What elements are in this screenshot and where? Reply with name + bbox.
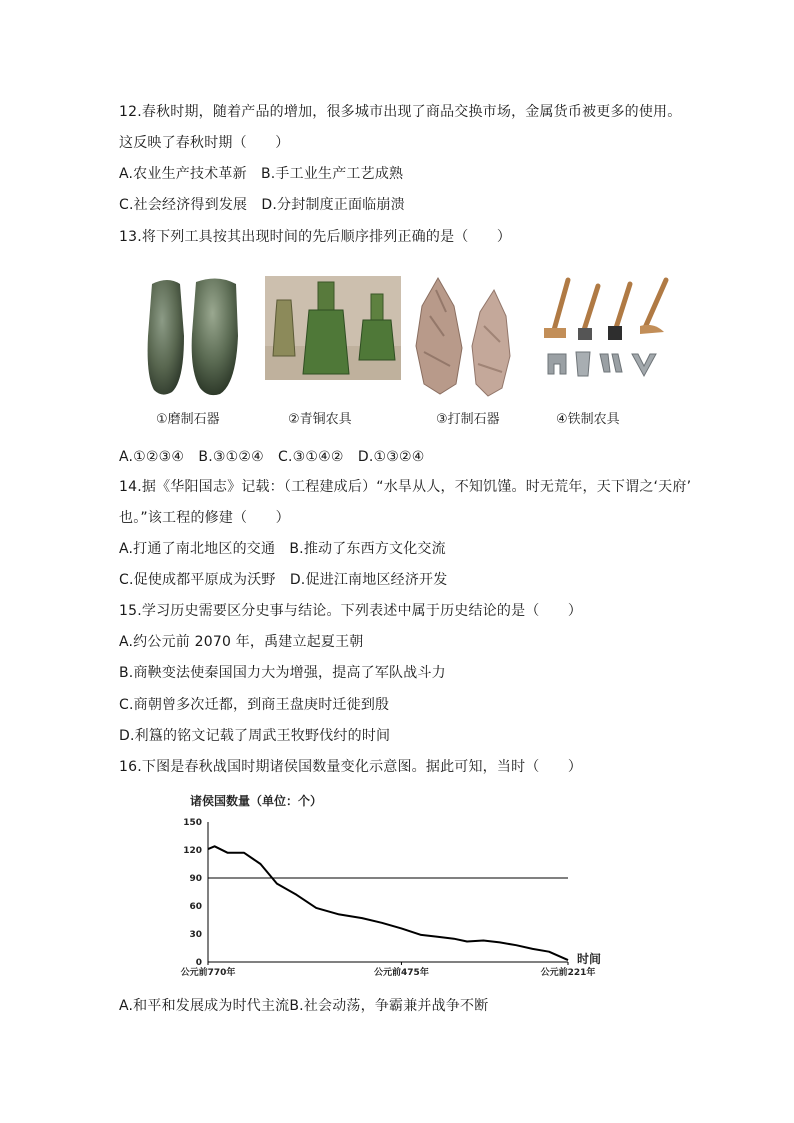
chipped-stone-tools-image [410, 276, 522, 398]
q13-options: A.①②③④ B.③①②④ C.③①④② D.①③②④ [119, 449, 425, 465]
y-tick-label: 90 [189, 874, 202, 884]
q14-stem-line-2: 也。”该工程的修建（ ） [119, 510, 290, 526]
polished-stone-tools-image [138, 276, 248, 398]
q12-options-cd: C.社会经济得到发展 D.分封制度正面临崩溃 [119, 197, 405, 213]
q16-stem: 16.下图是春秋战国时期诸侯国数量变化示意图。据此可知，当时（ ） [119, 759, 583, 775]
q12-options-ab: A.农业生产技术革新 B.手工业生产工艺成熟 [119, 166, 404, 182]
y-tick-label: 150 [183, 818, 202, 828]
q14-options-cd: C.促使成都平原成为沃野 D.促进江南地区经济开发 [119, 572, 448, 588]
caption-bronze: ②青铜农具 [288, 412, 352, 427]
chart-title: 诸侯国数量（单位：个） [190, 794, 323, 808]
iron-farm-tools-image [544, 276, 676, 384]
caption-iron: ④铁制农具 [556, 412, 620, 427]
bronze-farm-tools-image [265, 276, 401, 380]
q15-option-c: C.商朝曾多次迁都，到商王盘庚时迁徙到殷 [119, 697, 390, 713]
q14-options-ab: A.打通了南北地区的交通 B.推动了东西方文化交流 [119, 541, 446, 557]
q15-option-b: B.商鞅变法使秦国国力大为增强，提高了军队战斗力 [119, 665, 446, 681]
q15-stem: 15.学习历史需要区分史事与结论。下列表述中属于历史结论的是（ ） [119, 603, 583, 619]
x-tick-label: 公元前221年 [540, 968, 596, 978]
q16-options-ab: A.和平和发展成为时代主流B.社会动荡，争霸兼并战争不断 [119, 998, 489, 1014]
x-axis-label: 时间 [577, 952, 602, 966]
q14-stem-line-1: 14.据《华阳国志》记载：（工程建成后）“水旱从人，不知饥馑。时无荒年，天下谓之‘天府’ [119, 479, 692, 495]
chart-series-group [208, 846, 568, 960]
caption-polished-stone: ①磨制石器 [156, 412, 220, 427]
series-line [208, 846, 568, 960]
caption-chipped-stone: ③打制石器 [436, 412, 500, 427]
y-tick-label: 0 [195, 958, 202, 968]
chart-x-ticks [181, 962, 596, 978]
q13-stem: 13.将下列工具按其出现时间的先后顺序排列正确的是（ ） [119, 229, 512, 245]
q15-option-a: A.约公元前 2070 年，禹建立起夏王朝 [119, 634, 364, 650]
y-tick-label: 30 [189, 930, 202, 940]
x-tick-label: 公元前770年 [180, 968, 236, 978]
x-tick-label: 公元前475年 [374, 968, 429, 978]
chart-y-ticks [183, 818, 202, 968]
vassal-states-line-chart [180, 790, 610, 986]
q15-option-d: D.利簋的铭文记载了周武王牧野伐纣的时间 [119, 728, 391, 744]
q13-tool-figures [138, 276, 678, 427]
chart-axes [208, 822, 568, 962]
y-tick-label: 120 [183, 846, 202, 856]
y-tick-label: 60 [189, 902, 202, 912]
q12-stem-line-2: 这反映了春秋时期（ ） [119, 135, 290, 151]
q12-stem-line-1: 12.春秋时期，随着产品的增加，很多城市出现了商品交换市场，金属货币被更多的使用。 [119, 104, 682, 120]
